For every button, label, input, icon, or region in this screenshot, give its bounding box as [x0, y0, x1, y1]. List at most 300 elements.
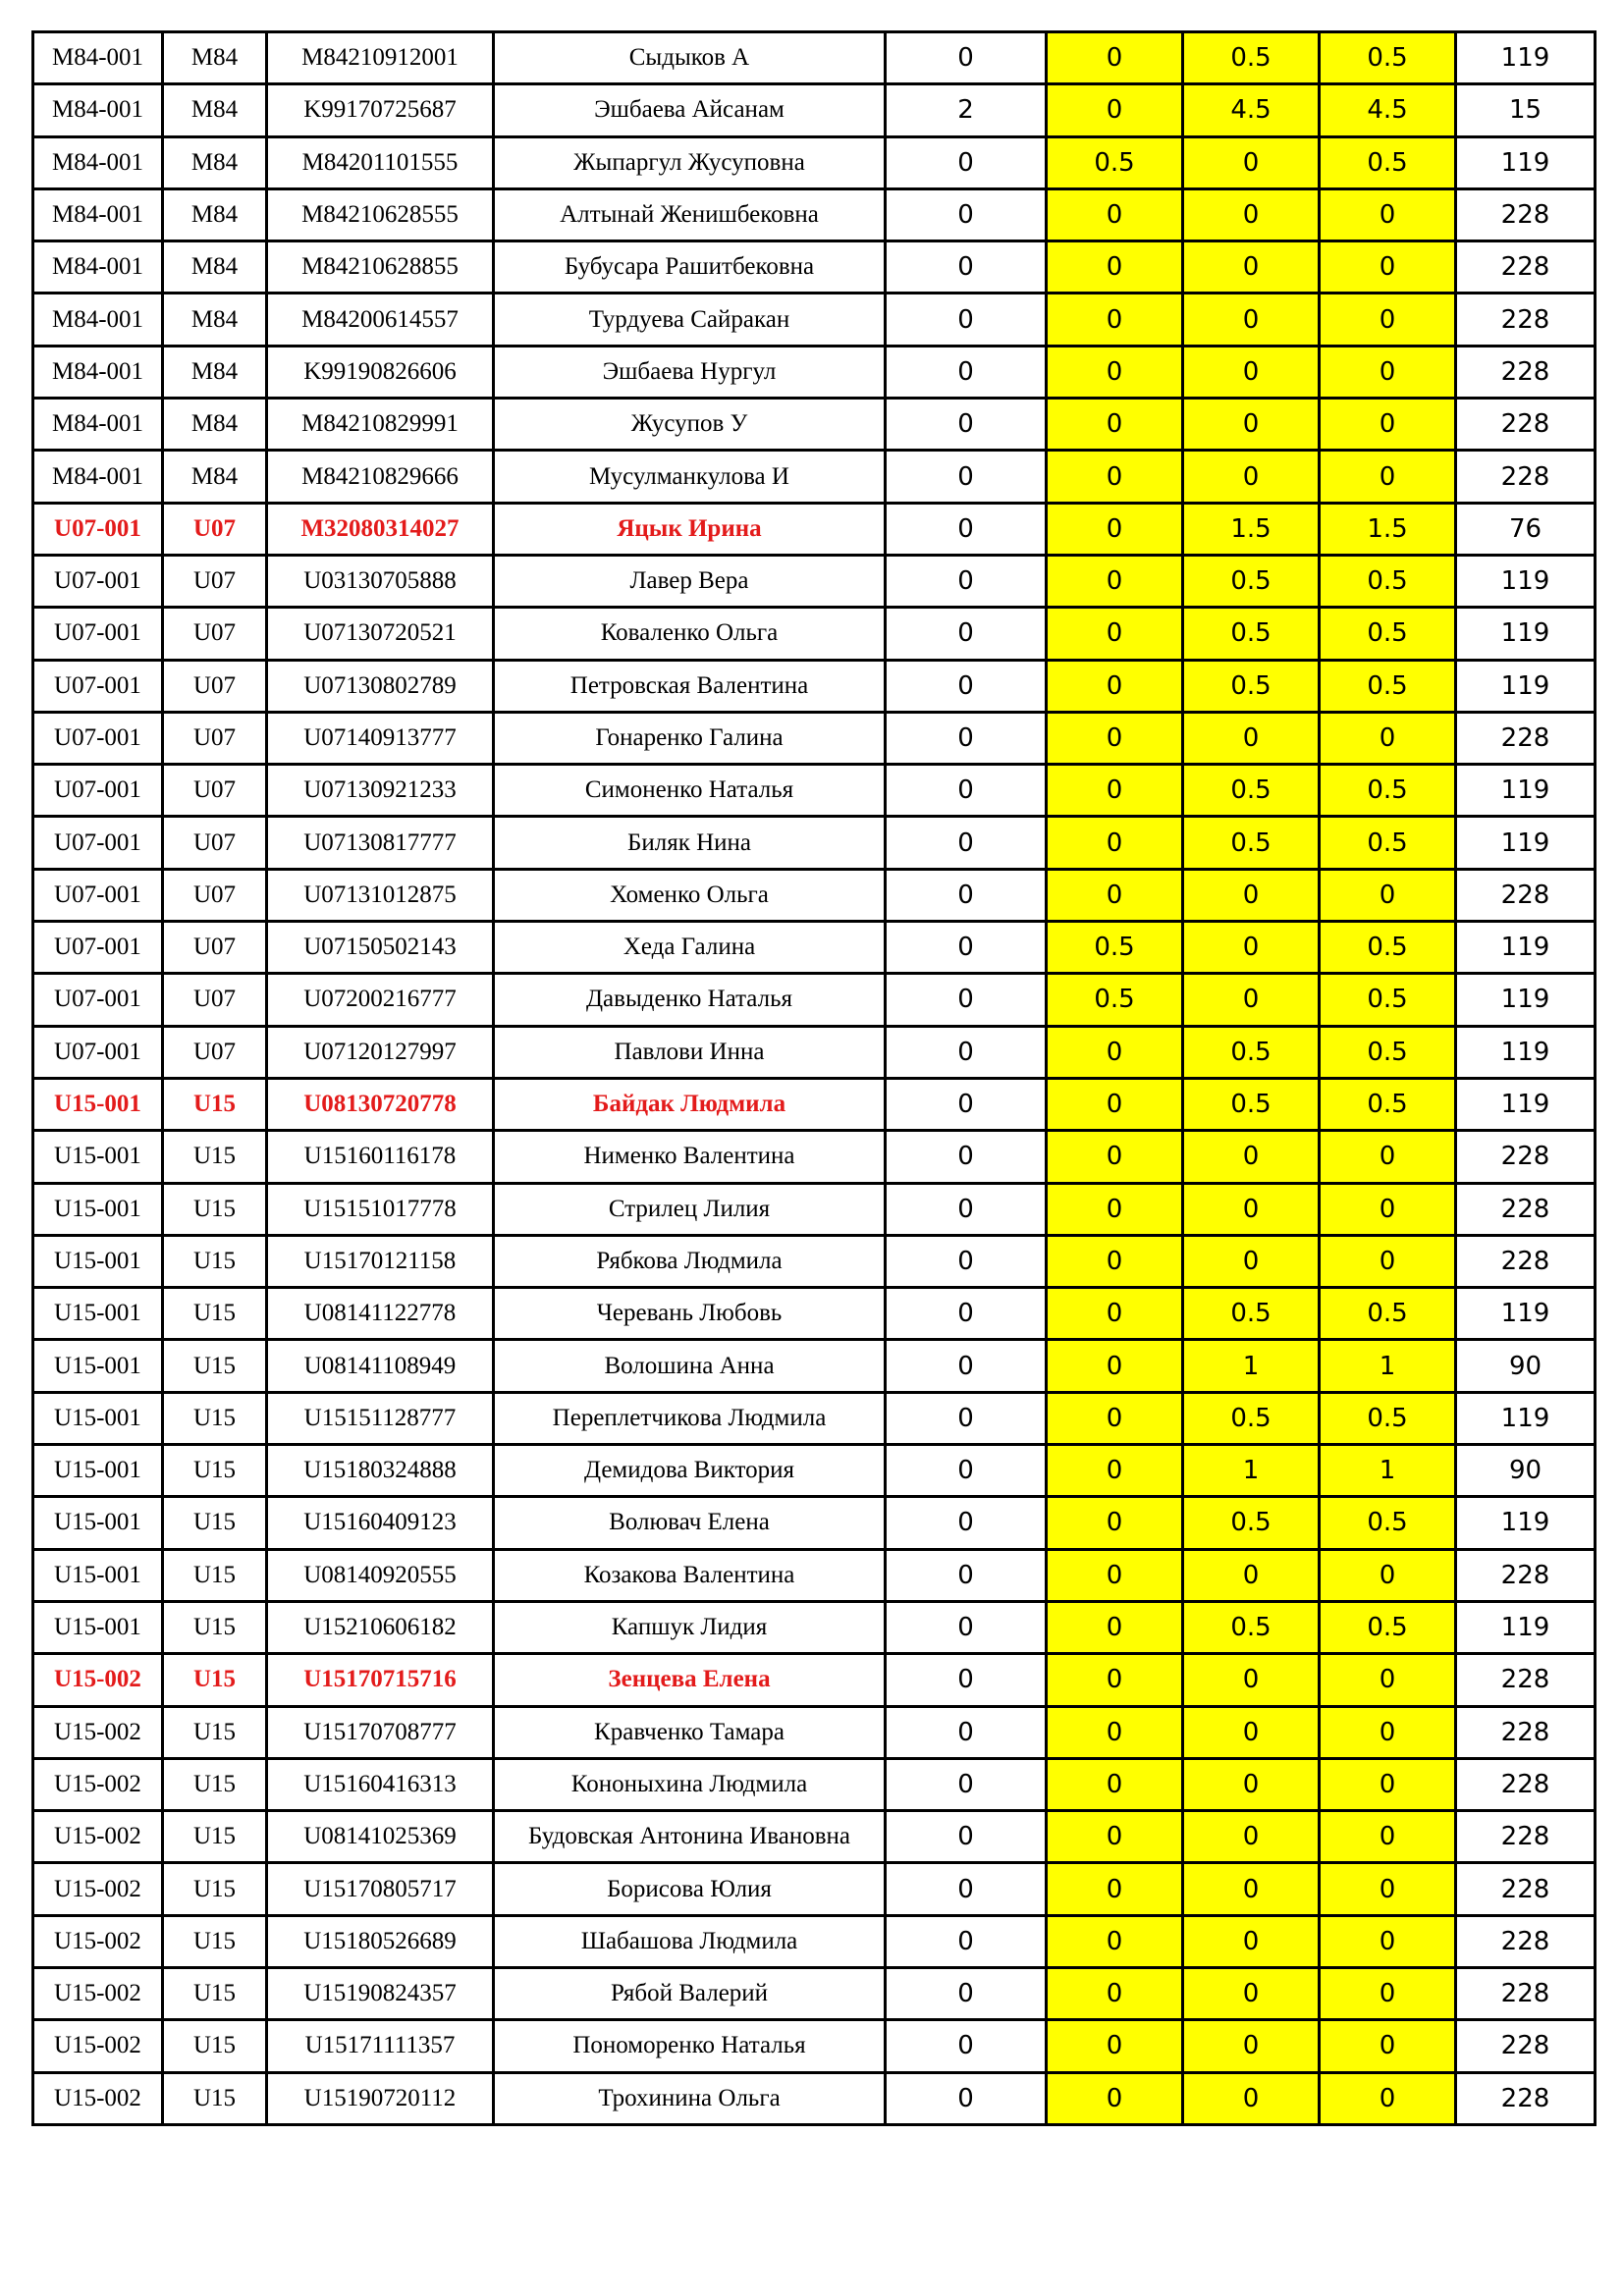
- cell-group: U07: [163, 869, 267, 921]
- cell-code: U15-002: [33, 1706, 163, 1758]
- cell-value-2: 0: [1047, 1967, 1183, 2019]
- cell-id: U15210606182: [267, 1601, 494, 1653]
- cell-value-3: 0: [1183, 1967, 1320, 2019]
- cell-code: M84-001: [33, 188, 163, 240]
- cell-value-4: 0.5: [1320, 136, 1456, 188]
- cell-value-1: 0: [886, 869, 1047, 921]
- cell-code: U07-001: [33, 712, 163, 764]
- cell-value-3: 0: [1183, 1915, 1320, 1967]
- cell-value-4: 1: [1320, 1445, 1456, 1497]
- cell-name: Кононыхина Людмила: [494, 1758, 886, 1810]
- cell-name: Переплетчикова Людмила: [494, 1392, 886, 1444]
- cell-id: K99170725687: [267, 84, 494, 136]
- cell-value-1: 0: [886, 1497, 1047, 1549]
- cell-name: Сыдыков А: [494, 32, 886, 84]
- cell-code: U15-001: [33, 1445, 163, 1497]
- cell-name: Турдуева Сайракан: [494, 294, 886, 346]
- table-row: [33, 1549, 1596, 1601]
- cell-group: U07: [163, 765, 267, 817]
- cell-code: M84-001: [33, 32, 163, 84]
- cell-value-4: 0.5: [1320, 817, 1456, 869]
- cell-value-2: 0: [1047, 1026, 1183, 1078]
- cell-name: Волошина Анна: [494, 1340, 886, 1392]
- cell-value-1: 0: [886, 1654, 1047, 1706]
- cell-value-1: 0: [886, 1131, 1047, 1183]
- cell-value-2: 0: [1047, 1288, 1183, 1340]
- cell-value-5: 119: [1456, 32, 1596, 84]
- cell-code: U07-001: [33, 922, 163, 974]
- cell-id: M84210628555: [267, 188, 494, 240]
- table-row: [33, 1654, 1596, 1706]
- cell-group: U15: [163, 1654, 267, 1706]
- cell-value-2: 0: [1047, 346, 1183, 398]
- cell-code: U15-002: [33, 1811, 163, 1863]
- cell-id: U15170715716: [267, 1654, 494, 1706]
- cell-value-5: 119: [1456, 660, 1596, 712]
- cell-value-4: 0.5: [1320, 765, 1456, 817]
- cell-id: M84200614557: [267, 294, 494, 346]
- cell-value-5: 228: [1456, 1183, 1596, 1235]
- cell-value-4: 0: [1320, 294, 1456, 346]
- cell-value-5: 228: [1456, 294, 1596, 346]
- cell-value-5: 15: [1456, 84, 1596, 136]
- cell-value-3: 0: [1183, 136, 1320, 188]
- cell-value-4: 0: [1320, 1915, 1456, 1967]
- cell-group: U15: [163, 1601, 267, 1653]
- cell-id: M84201101555: [267, 136, 494, 188]
- cell-code: M84-001: [33, 241, 163, 294]
- cell-value-1: 2: [886, 84, 1047, 136]
- cell-name: Гонаренко Галина: [494, 712, 886, 764]
- cell-value-2: 0: [1047, 1863, 1183, 1915]
- cell-value-1: 0: [886, 1392, 1047, 1444]
- cell-code: U15-001: [33, 1183, 163, 1235]
- cell-value-3: 0: [1183, 2020, 1320, 2072]
- cell-value-5: 228: [1456, 346, 1596, 398]
- cell-id: U15151017778: [267, 1183, 494, 1235]
- cell-name: Стрилец Лилия: [494, 1183, 886, 1235]
- cell-id: U07131012875: [267, 869, 494, 921]
- cell-value-1: 0: [886, 817, 1047, 869]
- cell-value-5: 228: [1456, 1706, 1596, 1758]
- data-table: [31, 30, 1597, 2126]
- cell-name: Коваленко Ольга: [494, 608, 886, 660]
- cell-name: Петровская Валентина: [494, 660, 886, 712]
- cell-value-3: 0: [1183, 294, 1320, 346]
- cell-value-5: 228: [1456, 1549, 1596, 1601]
- cell-value-2: 0: [1047, 1078, 1183, 1130]
- cell-value-3: 0.5: [1183, 660, 1320, 712]
- cell-id: U15190824357: [267, 1967, 494, 2019]
- cell-value-3: 0: [1183, 188, 1320, 240]
- cell-group: M84: [163, 32, 267, 84]
- cell-value-4: 0: [1320, 869, 1456, 921]
- cell-group: U15: [163, 1131, 267, 1183]
- cell-value-2: 0.5: [1047, 136, 1183, 188]
- cell-value-3: 0.5: [1183, 555, 1320, 607]
- cell-code: U07-001: [33, 869, 163, 921]
- cell-code: U15-001: [33, 1497, 163, 1549]
- table-row: [33, 1915, 1596, 1967]
- cell-group: M84: [163, 451, 267, 503]
- cell-value-2: 0: [1047, 2072, 1183, 2124]
- cell-group: U15: [163, 1078, 267, 1130]
- table-row: [33, 922, 1596, 974]
- cell-code: U15-002: [33, 1863, 163, 1915]
- cell-value-4: 0.5: [1320, 32, 1456, 84]
- table-row: [33, 1967, 1596, 2019]
- cell-value-2: 0: [1047, 1392, 1183, 1444]
- cell-value-5: 228: [1456, 1863, 1596, 1915]
- cell-value-2: 0: [1047, 399, 1183, 451]
- cell-value-5: 119: [1456, 1497, 1596, 1549]
- cell-value-2: 0: [1047, 1235, 1183, 1287]
- cell-value-2: 0: [1047, 1758, 1183, 1810]
- cell-value-1: 0: [886, 1915, 1047, 1967]
- cell-id: U07150502143: [267, 922, 494, 974]
- cell-value-2: 0: [1047, 1497, 1183, 1549]
- cell-value-1: 0: [886, 2020, 1047, 2072]
- cell-name: Рябой Валерий: [494, 1967, 886, 2019]
- cell-id: M84210829991: [267, 399, 494, 451]
- table-row: [33, 346, 1596, 398]
- cell-value-3: 0.5: [1183, 817, 1320, 869]
- cell-group: U15: [163, 1340, 267, 1392]
- cell-value-1: 0: [886, 188, 1047, 240]
- cell-value-1: 0: [886, 1288, 1047, 1340]
- cell-value-5: 119: [1456, 1078, 1596, 1130]
- cell-id: U07130921233: [267, 765, 494, 817]
- table-row: [33, 188, 1596, 240]
- cell-value-4: 0: [1320, 1706, 1456, 1758]
- cell-value-1: 0: [886, 1549, 1047, 1601]
- cell-value-2: 0: [1047, 712, 1183, 764]
- cell-id: U03130705888: [267, 555, 494, 607]
- cell-value-1: 0: [886, 2072, 1047, 2124]
- cell-value-4: 0: [1320, 1967, 1456, 2019]
- table-row: [33, 1078, 1596, 1130]
- cell-code: M84-001: [33, 346, 163, 398]
- cell-value-2: 0: [1047, 294, 1183, 346]
- table-row: [33, 1288, 1596, 1340]
- cell-value-5: 228: [1456, 1915, 1596, 1967]
- cell-value-5: 119: [1456, 765, 1596, 817]
- cell-name: Симоненко Наталья: [494, 765, 886, 817]
- cell-value-4: 0: [1320, 1235, 1456, 1287]
- cell-value-4: 0.5: [1320, 555, 1456, 607]
- cell-name: Лавер Вера: [494, 555, 886, 607]
- cell-code: M84-001: [33, 84, 163, 136]
- cell-name: Яцык Ирина: [494, 503, 886, 555]
- cell-value-3: 0.5: [1183, 1078, 1320, 1130]
- cell-value-3: 1.5: [1183, 503, 1320, 555]
- cell-value-3: 0.5: [1183, 1601, 1320, 1653]
- cell-value-3: 0: [1183, 712, 1320, 764]
- cell-id: U07120127997: [267, 1026, 494, 1078]
- cell-group: U15: [163, 1863, 267, 1915]
- cell-id: U08141025369: [267, 1811, 494, 1863]
- cell-name: Демидова Виктория: [494, 1445, 886, 1497]
- cell-name: Капшук Лидия: [494, 1601, 886, 1653]
- table-row: [33, 399, 1596, 451]
- cell-value-3: 4.5: [1183, 84, 1320, 136]
- cell-value-1: 0: [886, 1183, 1047, 1235]
- cell-value-3: 0.5: [1183, 1392, 1320, 1444]
- cell-name: Эшбаева Айсанам: [494, 84, 886, 136]
- cell-value-2: 0: [1047, 2020, 1183, 2072]
- table-row: [33, 241, 1596, 294]
- cell-value-4: 0: [1320, 346, 1456, 398]
- cell-value-1: 0: [886, 608, 1047, 660]
- cell-value-1: 0: [886, 1601, 1047, 1653]
- cell-name: Борисова Юлия: [494, 1863, 886, 1915]
- cell-value-1: 0: [886, 712, 1047, 764]
- cell-value-1: 0: [886, 503, 1047, 555]
- cell-id: U15160409123: [267, 1497, 494, 1549]
- cell-id: M84210912001: [267, 32, 494, 84]
- table-row: [33, 1863, 1596, 1915]
- table-row: [33, 1235, 1596, 1287]
- cell-group: U07: [163, 503, 267, 555]
- cell-id: U15170121158: [267, 1235, 494, 1287]
- cell-value-1: 0: [886, 1026, 1047, 1078]
- cell-value-5: 119: [1456, 608, 1596, 660]
- cell-value-4: 0: [1320, 399, 1456, 451]
- cell-group: U15: [163, 1811, 267, 1863]
- cell-value-2: 0: [1047, 1445, 1183, 1497]
- cell-group: U15: [163, 1915, 267, 1967]
- cell-id: M84210628855: [267, 241, 494, 294]
- table-row: [33, 869, 1596, 921]
- cell-value-4: 0.5: [1320, 1288, 1456, 1340]
- table-row: [33, 1497, 1596, 1549]
- cell-value-4: 0: [1320, 1654, 1456, 1706]
- cell-id: U07130720521: [267, 608, 494, 660]
- cell-value-5: 119: [1456, 974, 1596, 1026]
- cell-group: U07: [163, 608, 267, 660]
- cell-value-1: 0: [886, 294, 1047, 346]
- cell-name: Шабашова Людмила: [494, 1915, 886, 1967]
- cell-value-4: 0.5: [1320, 922, 1456, 974]
- cell-value-4: 0: [1320, 1183, 1456, 1235]
- cell-id: U08130720778: [267, 1078, 494, 1130]
- cell-code: M84-001: [33, 451, 163, 503]
- cell-value-5: 228: [1456, 2072, 1596, 2124]
- cell-value-4: 0.5: [1320, 974, 1456, 1026]
- cell-value-2: 0: [1047, 869, 1183, 921]
- cell-value-1: 0: [886, 399, 1047, 451]
- cell-value-2: 0: [1047, 1183, 1183, 1235]
- cell-value-2: 0.5: [1047, 974, 1183, 1026]
- cell-group: M84: [163, 346, 267, 398]
- cell-group: U07: [163, 1026, 267, 1078]
- cell-group: U07: [163, 817, 267, 869]
- cell-name: Байдак Людмила: [494, 1078, 886, 1130]
- cell-value-4: 0: [1320, 451, 1456, 503]
- cell-value-3: 0: [1183, 1654, 1320, 1706]
- cell-value-5: 228: [1456, 1654, 1596, 1706]
- cell-group: U15: [163, 1288, 267, 1340]
- cell-name: Мусулманкулова И: [494, 451, 886, 503]
- cell-name: Кравченко Тамара: [494, 1706, 886, 1758]
- cell-name: Алтынай Женишбековна: [494, 188, 886, 240]
- cell-code: U15-002: [33, 2072, 163, 2124]
- cell-value-3: 0: [1183, 1235, 1320, 1287]
- cell-value-3: 0.5: [1183, 765, 1320, 817]
- cell-value-2: 0: [1047, 555, 1183, 607]
- cell-code: U07-001: [33, 608, 163, 660]
- cell-group: M84: [163, 188, 267, 240]
- cell-id: M32080314027: [267, 503, 494, 555]
- cell-id: U15180324888: [267, 1445, 494, 1497]
- cell-value-1: 0: [886, 346, 1047, 398]
- cell-value-5: 119: [1456, 1288, 1596, 1340]
- cell-group: U15: [163, 1183, 267, 1235]
- cell-value-5: 119: [1456, 136, 1596, 188]
- cell-value-5: 119: [1456, 817, 1596, 869]
- cell-code: U15-001: [33, 1392, 163, 1444]
- cell-value-3: 0: [1183, 922, 1320, 974]
- cell-name: Пономоренко Наталья: [494, 2020, 886, 2072]
- cell-value-5: 228: [1456, 1758, 1596, 1810]
- table-row: [33, 503, 1596, 555]
- cell-code: U07-001: [33, 974, 163, 1026]
- cell-code: U07-001: [33, 817, 163, 869]
- cell-value-4: 0.5: [1320, 1026, 1456, 1078]
- cell-code: U15-001: [33, 1601, 163, 1653]
- cell-id: U07130802789: [267, 660, 494, 712]
- cell-code: U15-001: [33, 1131, 163, 1183]
- table-row: [33, 765, 1596, 817]
- cell-value-2: 0: [1047, 1601, 1183, 1653]
- cell-value-5: 90: [1456, 1340, 1596, 1392]
- cell-value-4: 0: [1320, 188, 1456, 240]
- cell-value-1: 0: [886, 1863, 1047, 1915]
- cell-id: U15170805717: [267, 1863, 494, 1915]
- cell-code: U07-001: [33, 1026, 163, 1078]
- cell-value-4: 0.5: [1320, 1497, 1456, 1549]
- cell-value-2: 0: [1047, 1654, 1183, 1706]
- cell-value-1: 0: [886, 241, 1047, 294]
- cell-value-2: 0: [1047, 1131, 1183, 1183]
- cell-value-1: 0: [886, 136, 1047, 188]
- cell-value-5: 228: [1456, 1131, 1596, 1183]
- cell-value-2: 0: [1047, 1915, 1183, 1967]
- cell-value-5: 228: [1456, 712, 1596, 764]
- cell-group: U15: [163, 1497, 267, 1549]
- cell-id: U15160416313: [267, 1758, 494, 1810]
- table-row: [33, 1601, 1596, 1653]
- cell-value-4: 0.5: [1320, 608, 1456, 660]
- cell-group: M84: [163, 399, 267, 451]
- cell-id: U15180526689: [267, 1915, 494, 1967]
- cell-value-5: 228: [1456, 241, 1596, 294]
- cell-value-3: 0: [1183, 399, 1320, 451]
- cell-name: Хеда Галина: [494, 922, 886, 974]
- cell-code: U15-001: [33, 1078, 163, 1130]
- table-row: [33, 555, 1596, 607]
- table-body: [33, 32, 1596, 2125]
- cell-value-5: 119: [1456, 1026, 1596, 1078]
- cell-value-4: 0: [1320, 2020, 1456, 2072]
- cell-value-1: 0: [886, 451, 1047, 503]
- cell-value-5: 119: [1456, 1392, 1596, 1444]
- cell-value-2: 0: [1047, 241, 1183, 294]
- cell-value-5: 228: [1456, 869, 1596, 921]
- cell-value-4: 0: [1320, 241, 1456, 294]
- cell-group: M84: [163, 241, 267, 294]
- cell-value-1: 0: [886, 1235, 1047, 1287]
- cell-value-3: 0: [1183, 1131, 1320, 1183]
- cell-value-2: 0: [1047, 1340, 1183, 1392]
- cell-code: U15-002: [33, 1654, 163, 1706]
- cell-value-5: 228: [1456, 1235, 1596, 1287]
- cell-value-1: 0: [886, 1706, 1047, 1758]
- table-row: [33, 2020, 1596, 2072]
- cell-value-4: 0: [1320, 1758, 1456, 1810]
- cell-name: Биляк Нина: [494, 817, 886, 869]
- table-row: [33, 1392, 1596, 1444]
- cell-value-4: 0: [1320, 2072, 1456, 2124]
- cell-name: Черевань Любовь: [494, 1288, 886, 1340]
- cell-value-2: 0: [1047, 1811, 1183, 1863]
- cell-value-1: 0: [886, 922, 1047, 974]
- cell-id: U07200216777: [267, 974, 494, 1026]
- cell-code: U07-001: [33, 555, 163, 607]
- cell-value-5: 228: [1456, 188, 1596, 240]
- cell-value-4: 1.5: [1320, 503, 1456, 555]
- table-row: [33, 660, 1596, 712]
- cell-group: U15: [163, 1445, 267, 1497]
- table-row: [33, 451, 1596, 503]
- cell-name: Жусупов У: [494, 399, 886, 451]
- cell-group: U15: [163, 1758, 267, 1810]
- cell-code: M84-001: [33, 399, 163, 451]
- cell-code: U15-001: [33, 1235, 163, 1287]
- cell-group: U15: [163, 1549, 267, 1601]
- cell-id: U15160116178: [267, 1131, 494, 1183]
- cell-value-3: 0: [1183, 1811, 1320, 1863]
- cell-name: Рябкова Людмила: [494, 1235, 886, 1287]
- table-row: [33, 1340, 1596, 1392]
- table-row: [33, 84, 1596, 136]
- cell-group: U07: [163, 712, 267, 764]
- cell-code: M84-001: [33, 136, 163, 188]
- cell-value-3: 0.5: [1183, 608, 1320, 660]
- cell-code: U15-002: [33, 1915, 163, 1967]
- table-row: [33, 2072, 1596, 2124]
- cell-name: Эшбаева Нургул: [494, 346, 886, 398]
- table-row: [33, 712, 1596, 764]
- cell-value-2: 0: [1047, 608, 1183, 660]
- cell-group: U15: [163, 1235, 267, 1287]
- cell-name: Волювач Елена: [494, 1497, 886, 1549]
- cell-value-5: 119: [1456, 922, 1596, 974]
- cell-value-4: 0: [1320, 712, 1456, 764]
- cell-code: U15-001: [33, 1340, 163, 1392]
- cell-value-3: 0: [1183, 1863, 1320, 1915]
- cell-value-2: 0: [1047, 660, 1183, 712]
- cell-name: Давыденко Наталья: [494, 974, 886, 1026]
- cell-value-3: 0: [1183, 2072, 1320, 2124]
- cell-value-3: 1: [1183, 1445, 1320, 1497]
- cell-id: U08141108949: [267, 1340, 494, 1392]
- cell-code: U15-002: [33, 1967, 163, 2019]
- cell-value-1: 0: [886, 1078, 1047, 1130]
- cell-value-2: 0: [1047, 84, 1183, 136]
- cell-value-1: 0: [886, 660, 1047, 712]
- cell-name: Трохинина Ольга: [494, 2072, 886, 2124]
